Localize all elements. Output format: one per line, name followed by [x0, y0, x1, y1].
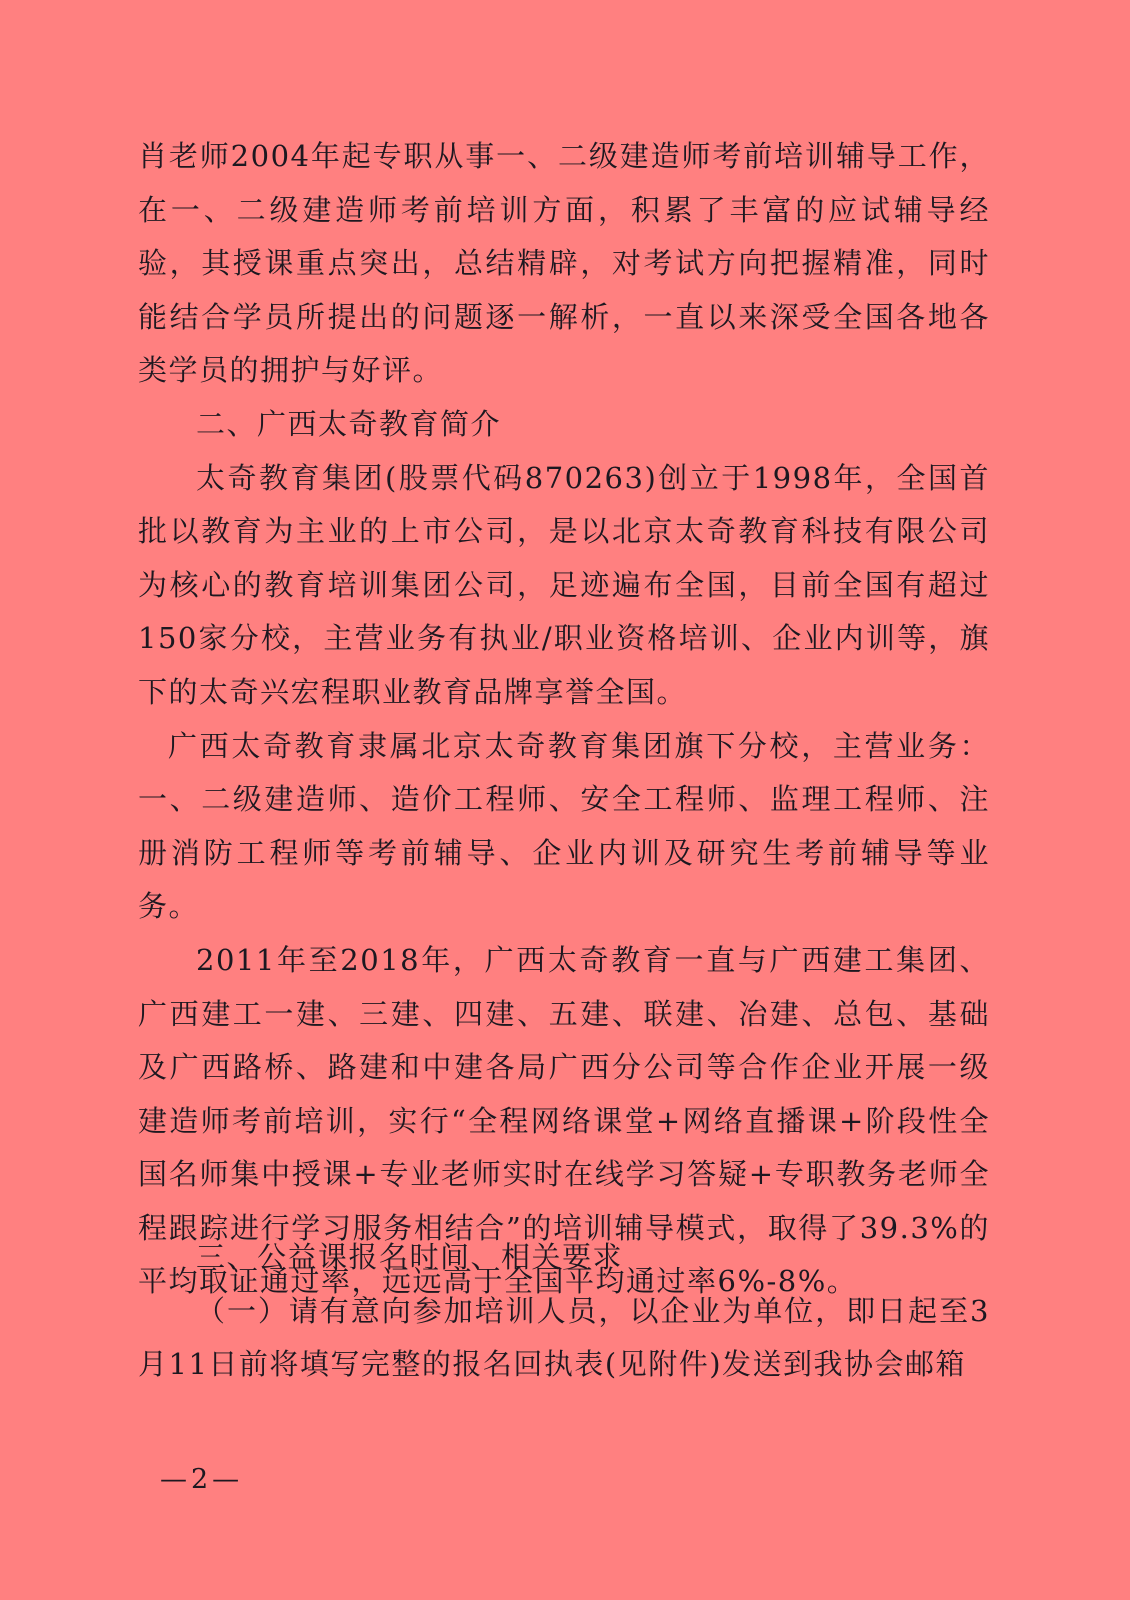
section-heading-2: 二、广西太奇教育简介	[196, 406, 502, 441]
paragraph-registration: （一）请有意向参加培训人员，以企业为单位，即日起至3月11日前将填写完整的报名回执表(见附件)发送到我协会邮箱	[138, 1293, 990, 1382]
paragraph-taiqi-group: 太奇教育集团(股票代码870263)创立于1998年，全国首批以教育为主业的上市公司，是以北京太奇教育科技有限公司为核心的教育培训集团公司，足迹遍布全国，目前全国有超过150家分校，主营业务有执业/职业资格培训、企业内训等，旗下的太奇兴宏程职业教育品牌享誉全国。	[138, 460, 990, 709]
section-heading-3: 三、公益课报名时间、相关要求	[196, 1240, 624, 1274]
paragraph-guangxi-branch: 广西太奇教育隶属北京太奇教育集团旗下分校，主营业务：一、二级建造师、造价工程师、安全工程师、监理工程师、注册消防工程师等考前辅导、企业内训及研究生考前辅导等业务。	[138, 728, 990, 924]
paragraph-teacher-intro: 肖老师2004年起专职从事一、二级建造师考前培训辅导工作，在一、二级建造师考前培训方面，积累了丰富的应试辅导经验，其授课重点突出，总结精辟，对考试方向把握精准，同时能结合学员所提出的问题逐一解析，一直以来深受全国各地各类学员的拥护与好评。	[138, 139, 990, 388]
page-number: —2—	[160, 1464, 244, 1495]
body-text-lower	[138, 1231, 990, 1392]
body-text-upper	[138, 130, 990, 1309]
paragraph-cooperation: 2011年至2018年，广西太奇教育一直与广西建工集团、广西建工一建、三建、四建、五建、联建、冶建、总包、基础及广西路桥、路建和中建各局广西分公司等合作企业开展一级建造师考前培训，实行“全程网络课堂+网络直播课+阶段性全国名师集中授课+专业老师实时在线学习答疑+专职教务老师全程跟踪进行学习服务相结合”的培训辅导模式，取得了39.3%的平均取证通过率，远远高于全国平均通过率6%-8%。	[138, 942, 990, 1299]
